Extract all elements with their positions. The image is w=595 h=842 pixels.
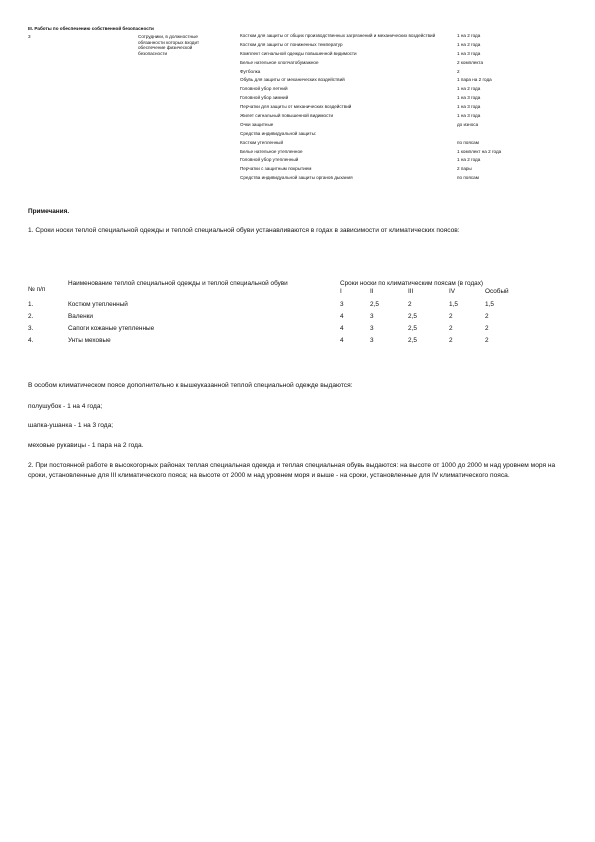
row-value: 2,5 <box>408 313 417 321</box>
row-value: 2 <box>408 301 412 309</box>
zone-header: I <box>340 287 342 295</box>
row-name: Валенки <box>68 313 93 321</box>
row-num: 2. <box>28 313 34 321</box>
norm-item: Средства индивидуальной защиты органов дыхания <box>240 175 353 181</box>
climate-table <box>28 280 528 349</box>
row-value: 2 <box>449 325 453 333</box>
row-value: 3 <box>370 313 374 321</box>
row-description: Сотрудники, в должностные обязанности которых входит обеспечение физической безопасности <box>138 34 200 56</box>
table-row <box>28 301 528 313</box>
zone-header: Особый <box>485 287 509 295</box>
norm-term: 1 на 2 года <box>457 33 481 38</box>
norm-row <box>240 86 540 95</box>
norm-term: 1 на 2 года <box>457 157 481 163</box>
norm-row <box>240 113 540 122</box>
extra-item: меховые рукавицы - 1 пара на 2 года. <box>28 442 144 449</box>
norm-term: 1 на 3 года <box>457 95 481 101</box>
norm-item: Головной убор утепленный <box>240 157 299 163</box>
row-value: 3 <box>340 301 344 309</box>
norm-row <box>240 166 540 175</box>
norm-term: 1 пара на 2 года <box>457 77 492 83</box>
row-value: 1,5 <box>485 301 494 309</box>
row-name: Костюм утепленный <box>68 301 128 309</box>
row-value: 2,5 <box>370 301 379 309</box>
norm-row <box>240 131 540 140</box>
norm-item: Костюм для защиты от общих производственных загрязнений и механических воздействий <box>240 33 436 38</box>
norm-row <box>240 95 540 104</box>
norm-row <box>240 149 540 158</box>
extra-intro: В особом климатическом поясе дополнительно к вышеуказанной теплой специальной одежде выдаются: <box>28 382 353 389</box>
row-value: 4 <box>340 313 344 321</box>
norm-item: Футболка <box>240 68 261 74</box>
norm-term: 1 комплект на 2 года <box>457 148 502 154</box>
row-value: 2 <box>485 325 489 333</box>
norm-row <box>240 175 540 184</box>
norm-item: Очки защитные <box>240 121 274 127</box>
norm-item: Жилет сигнальный повышенной видимости <box>240 113 334 119</box>
norm-row <box>240 33 540 42</box>
zone-header: II <box>370 287 374 295</box>
norm-row <box>240 60 540 69</box>
row-value: 2,5 <box>408 325 417 333</box>
norm-item: Перчатки с защитным покрытием <box>240 166 312 172</box>
norm-row <box>240 157 540 166</box>
row-value: 2 <box>449 313 453 321</box>
norm-term: 1 на 2 года <box>457 86 481 92</box>
row-value: 3 <box>370 337 374 345</box>
row-value: 2,5 <box>408 337 417 345</box>
norm-term: 2 пары <box>457 166 472 172</box>
row-name: Унты меховые <box>68 337 111 345</box>
norm-term: 1 на 3 года <box>457 113 481 119</box>
notes-title: Примечания. <box>28 208 70 215</box>
row-num: 4. <box>28 337 34 345</box>
norm-item: Перчатки для защиты от механических воздействий <box>240 104 352 110</box>
norm-item: Костюм утепленный <box>240 139 284 145</box>
row-value: 2 <box>449 337 453 345</box>
norm-term: 2 комплекта <box>457 59 483 65</box>
row-name: Сапоги кожаные утепленные <box>68 325 155 333</box>
norm-item: Белье нательное утепленное <box>240 148 303 154</box>
norm-term: 1 на 3 года <box>457 50 481 56</box>
norm-item: Обувь для защиты от механических воздействий <box>240 77 345 83</box>
norm-row <box>240 122 540 131</box>
zone-header: IV <box>449 287 456 295</box>
norm-row <box>240 140 540 149</box>
table-row <box>28 325 528 337</box>
norm-item: Средства индивидуальной защиты: <box>240 130 317 136</box>
norm-term: 1 на 2 года <box>457 41 481 47</box>
section-title: III. Работы по обеспечению собственной безопасности <box>28 26 154 31</box>
norm-term: по поясам <box>457 175 479 181</box>
row-value: 4 <box>340 325 344 333</box>
row-value: 4 <box>340 337 344 345</box>
note-1: 1. Сроки носки теплой специальной одежды и теплой специальной обуви устанавливаются в годах в зависимости от климатических поясов: <box>28 227 460 234</box>
row-number: 3 <box>28 34 31 39</box>
col-header-num: № п/п <box>28 286 46 293</box>
table-row <box>28 337 528 349</box>
row-num: 1. <box>28 301 34 309</box>
norm-row <box>240 77 540 86</box>
norm-term: 1 на 3 года <box>457 104 481 110</box>
norm-item: Белье нательное хлопчатобумажное <box>240 59 319 65</box>
norm-row <box>240 51 540 60</box>
norm-row <box>240 69 540 78</box>
norm-item: Костюм для защиты от пониженных температур <box>240 41 343 47</box>
row-num: 3. <box>28 325 34 333</box>
norm-term: 2 <box>457 68 460 74</box>
row-value: 1,5 <box>449 301 458 309</box>
norm-term: до износа <box>457 121 479 127</box>
extra-item: полушубок - 1 на 4 года; <box>28 403 103 410</box>
table-header-row <box>28 280 528 288</box>
norms-list <box>240 33 540 184</box>
col-header-terms: Сроки носки по климатическим поясам (в годах) <box>340 280 484 287</box>
note-2: 2. При постоянной работе в высокогорных районах теплая специальная одежда и теплая специальная обувь выдаются: на высоте от 1000 до 2000 м над уровнем моря на сроки, установленные для III климатического пояса; на высоте от 2000 м над уровнем моря и выше - на сроки, установленные для IV климатического пояса. <box>28 462 556 479</box>
norm-item: Головной убор зимний <box>240 95 289 101</box>
extra-item: шапка-ушанка - 1 на 3 года; <box>28 422 114 429</box>
norm-item: Головной убор летний <box>240 86 288 92</box>
norm-term: по поясам <box>457 139 479 145</box>
norm-item: Комплект сигнальной одежды повышенной видимости <box>240 50 357 56</box>
norm-term <box>457 131 537 140</box>
table-row <box>28 313 528 325</box>
norm-row <box>240 42 540 51</box>
row-value: 2 <box>485 313 489 321</box>
zone-header: III <box>408 287 414 295</box>
row-value: 3 <box>370 325 374 333</box>
row-value: 2 <box>485 337 489 345</box>
col-header-name: Наименование теплой специальной одежды и теплой специальной обуви <box>68 280 288 287</box>
norm-row <box>240 104 540 113</box>
